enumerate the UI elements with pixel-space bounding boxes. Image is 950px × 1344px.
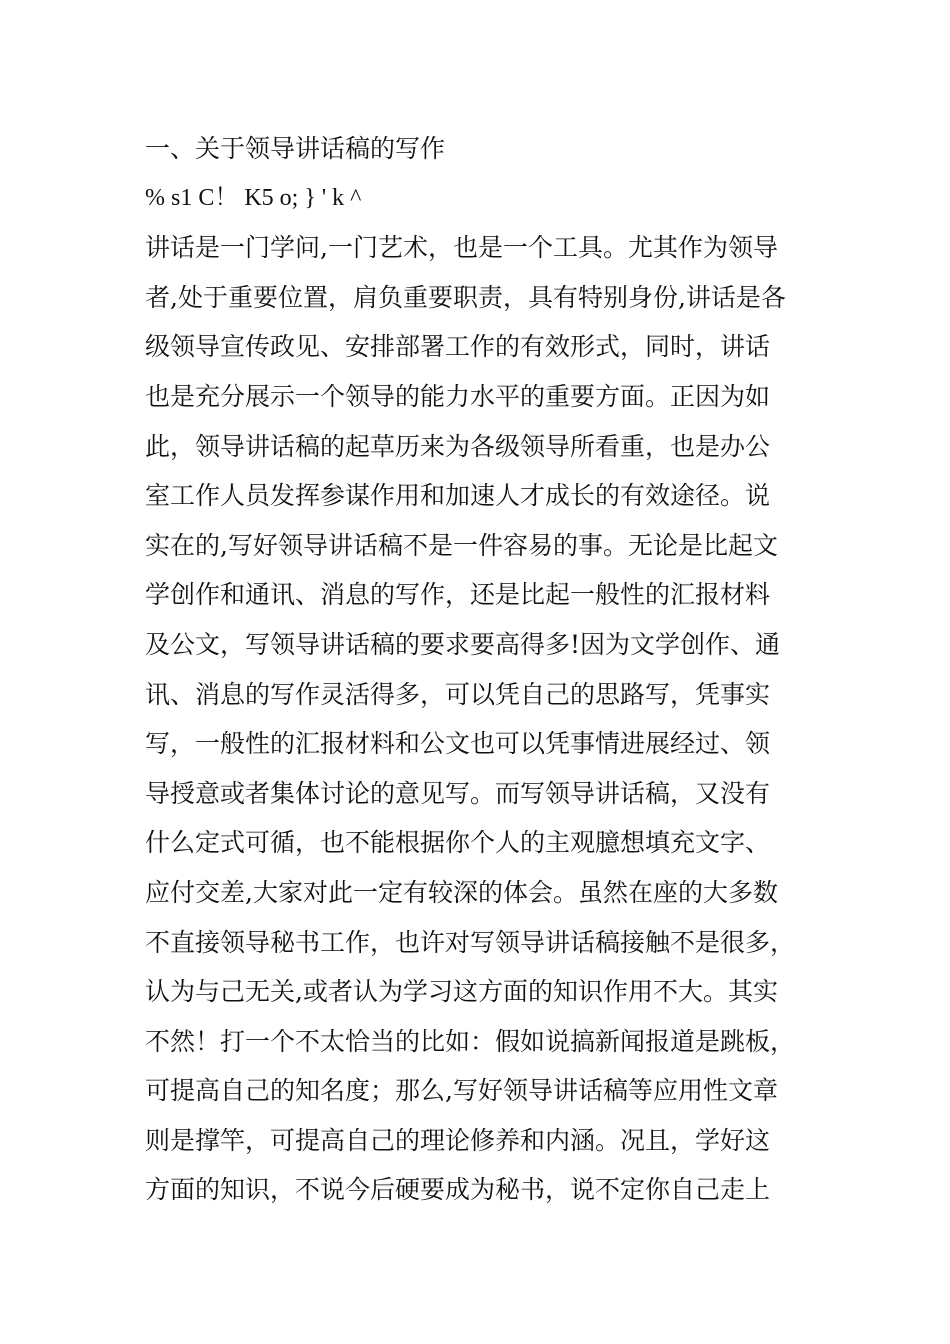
paragraph-line: 导授意或者集体讨论的意见写。而写领导讲话稿，又没有 [145,778,771,808]
paragraph-line: 可提高自己的知名度；那么,写好领导讲话稿等应用性文章 [145,1076,778,1106]
paragraph-line: 写，一般性的汇报材料和公文也可以凭事情进展经过、领 [145,729,771,759]
paragraph-line: 实在的,写好领导讲话稿不是一件容易的事。无论是比起文 [145,530,778,560]
paragraph-line: 者,处于重要位置，肩负重要职责，具有特别身份,讲话是各 [145,282,786,312]
garbled-text-line: % s1 C！ K5 o; } ' k ^ [145,184,362,211]
paragraph-line: 不然！打一个不太恰当的比如：假如说搞新闻报道是跳板， [145,1026,796,1056]
paragraph-line: 应付交差,大家对此一定有较深的体会。虽然在座的大多数 [145,877,778,907]
section-heading: 一、关于领导讲话稿的写作 [145,134,446,163]
paragraph-line: 及公文，写领导讲话稿的要求要高得多!因为文学创作、通 [145,629,781,659]
paragraph-line: 学创作和通讯、消息的写作，还是比起一般性的汇报材料 [145,580,771,610]
paragraph-line: 讯、消息的写作灵活得多，可以凭自己的思路写，凭事实 [145,679,771,709]
paragraph-line: 级领导宣传政见、安排部署工作的有效形式，同时，讲话 [145,332,771,362]
paragraph-line: 讲话是一门学问,一门艺术，也是一个工具。尤其作为领导 [145,233,778,263]
paragraph-line: 此，领导讲话稿的起草历来为各级领导所看重，也是办公 [145,431,771,461]
paragraph-line: 什么定式可循，也不能根据你个人的主观臆想填充文字、 [145,828,771,858]
paragraph-line: 方面的知识，不说今后硬要成为秘书，说不定你自己走上 [145,1175,771,1205]
paragraph-line: 不直接领导秘书工作，也许对写领导讲话稿接触不是很多， [145,927,796,957]
paragraph-line: 认为与己无关,或者认为学习这方面的知识作用不大。其实 [145,977,778,1007]
paragraph-line: 室工作人员发挥参谋作用和加速人才成长的有效途径。说 [145,481,771,511]
document-body [145,124,805,1215]
paragraph-line: 则是撑竿，可提高自己的理论修养和内涵。况且，学好这 [145,1125,771,1155]
paragraph-line: 也是充分展示一个领导的能力水平的重要方面。正因为如 [145,381,771,411]
